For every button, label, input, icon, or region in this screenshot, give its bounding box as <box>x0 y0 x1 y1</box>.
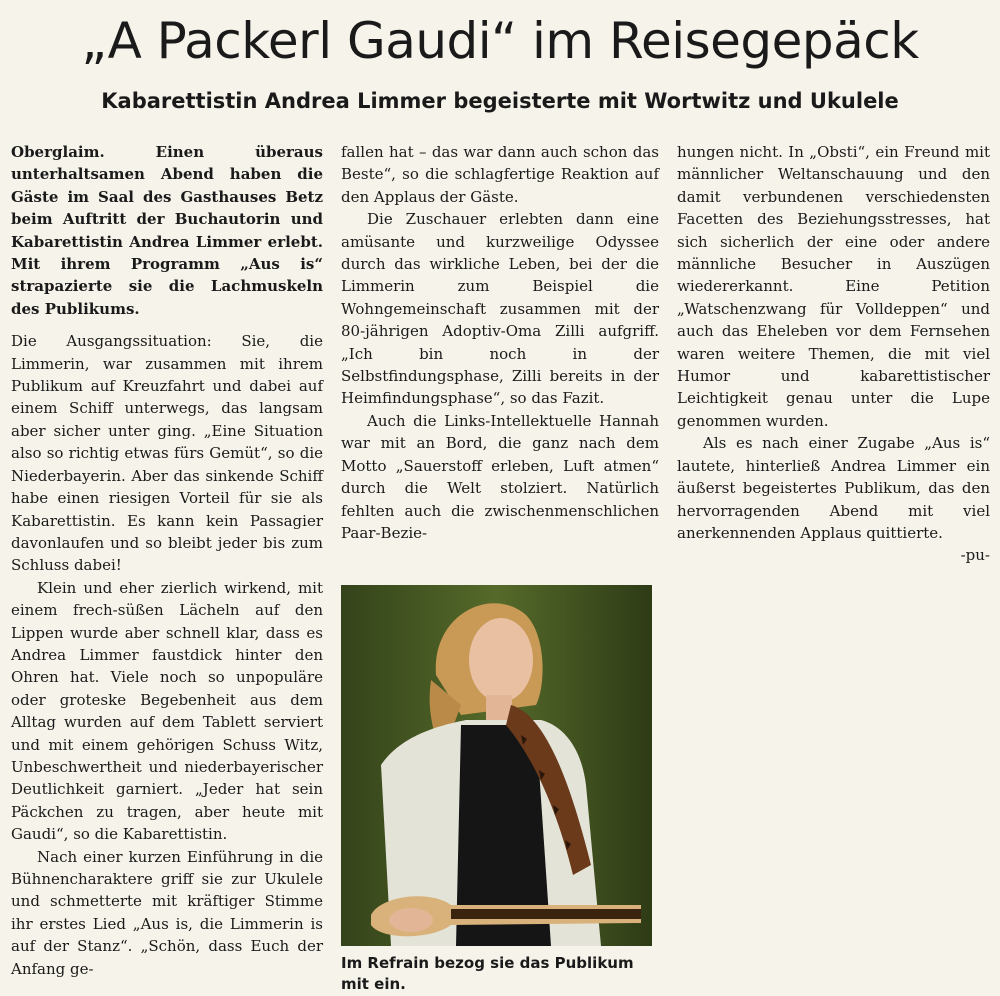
performer-photo <box>341 585 652 946</box>
article-headline: „A Packerl Gaudi“ im Reisegepäck <box>81 12 919 70</box>
photo-caption: Im Refrain bezog sie das Publikum mit ein. <box>341 954 634 993</box>
article-paragraph: Klein und eher zierlich wirkend, mit einem frech-süßen Lächeln auf den Lippen wurde aber schnell klar, dass es Andrea Limmer faustdick hinter den Ohren hat. Viele noch so unpopuläre oder groteske Begebenheit aus dem Alltag wurden auf dem Tablett serviert und mit einem gehörigen Schuss Witz, Unbeschwertheit und niederbayerischer Deutlichkeit garniert. „Jeder hat sein Päckchen zu tragen, aber heute mit Gaudi“, so die Kabarettistin. <box>11 578 323 844</box>
article-column-3 <box>677 141 990 567</box>
author-credit: -pu- <box>960 546 990 565</box>
performer-with-ukulele-photo-icon <box>341 585 652 946</box>
article-column-2 <box>341 141 659 544</box>
article-closing-paragraph <box>677 432 990 565</box>
article-paragraph: Nach einer kurzen Einführung in die Bühnencharaktere griff sie zur Ukulele und schmetterte mit kräftiger Stimme ihr erstes Lied „Aus is, die Limmerin is auf der Stanz“. „Schön, dass Euch der Anfang ge- <box>11 847 323 978</box>
article-paragraph: Die Ausgangssituation: Sie, die Limmerin, war zusammen mit ihrem Publikum auf Kreuzfahrt und dabei auf einem Schiff unterwegs, das langsam aber sicher unter ging. „Eine Situation also so richtig etwas fürs Gemüt“, so die Niederbayerin. Aber das sinkende Schiff habe einen riesigen Vorteil für sie als Kabarettistin. Es kann kein Passagier davonlaufen und so bleibt jeder bis zum Schluss dabei! <box>11 332 323 575</box>
article-lead: Oberglaim. Einen überaus unterhaltsamen Abend haben die Gäste im Saal des Gasthauses Betz beim Auftritt der Buchautorin und Kabarettistin Andrea Limmer erlebt. Mit ihrem Programm „Aus is“ strapazierte sie die Lachmuskeln des Publikums. <box>11 143 323 318</box>
article-paragraph: Die Zuschauer erlebten dann eine amüsante und kurzweilige Odyssee durch das wirkliche Leben, bei der die Limmerin zum Beispiel die Wohngemeinschaft zusammen mit der 80-jährigen Adoptiv-Oma Zilli aufgriff. „Ich bin noch in der Selbstfindungsphase, Zilli bereits in der Heimfindungsphase“, so das Fazit. <box>341 210 659 408</box>
article-paragraph: fallen hat – das war dann auch schon das Beste“, so die schlagfertige Reaktion auf den Applaus der Gäste. <box>341 143 659 206</box>
article-paragraph: Auch die Links-Intellektuelle Hannah war mit an Bord, die ganz nach dem Motto „Sauerstoff erleben, Luft atmen“ durch die Welt stolziert. Natürlich fehlten auch die zwischenmenschlichen Paar-Bezie- <box>341 411 659 542</box>
article-subheadline: Kabarettistin Andrea Limmer begeisterte mit Wortwitz und Ukulele <box>101 89 899 113</box>
article-column-1 <box>11 141 323 980</box>
article-paragraph-text: Als es nach einer Zugabe „Aus is“ lautete, hinterließ Andrea Limmer ein äußerst begeistertes Publikum, das den hervorragenden Abend mit viel anerkennenden Applaus quittierte. <box>677 434 990 542</box>
article-paragraph: hungen nicht. In „Obsti“, ein Freund mit männlicher Weltanschauung und den damit verbundenen verschiedensten Facetten des Beziehungsstresses, hat sich sicherlich der eine oder andere männliche Besucher in Auszügen wiedererkannt. Eine Petition „Watschenzwang für Volldeppen“ und auch das Eheleben vor dem Fernsehen waren weitere Themen, die mit viel Humor und kabarettistischer Leichtigkeit genau unter die Lupe genommen wurden. <box>677 143 990 430</box>
